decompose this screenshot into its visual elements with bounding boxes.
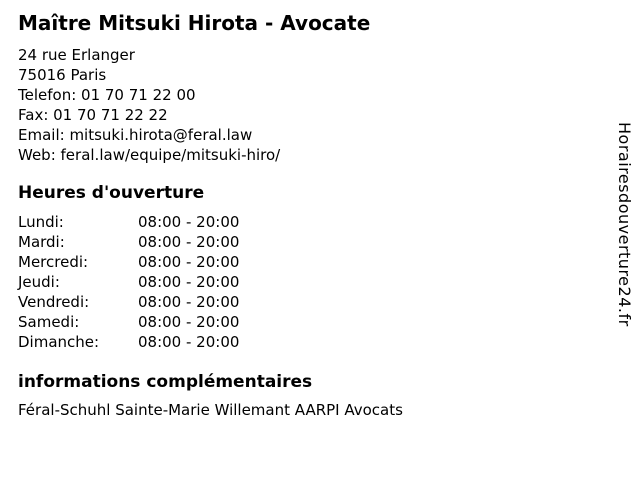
phone-line: Telefon: 01 70 71 22 00 <box>18 86 196 104</box>
opening-hours-table <box>18 212 239 352</box>
firm-name-text: Féral-Schuhl Sainte-Marie Willemant AARPI Avocats <box>18 401 403 419</box>
day-label: Mercredi: <box>18 253 89 271</box>
day-label: Jeudi: <box>18 273 60 291</box>
additional-info-heading: informations complémentaires <box>18 372 313 392</box>
hours-row-friday <box>18 292 239 312</box>
day-hours: 08:00 - 20:00 <box>138 273 240 291</box>
day-label: Mardi: <box>18 233 65 251</box>
page-title: Maître Mitsuki Hirota - Avocate <box>18 11 371 35</box>
day-hours: 08:00 - 20:00 <box>138 333 240 351</box>
day-hours: 08:00 - 20:00 <box>138 213 240 231</box>
email-line: Email: mitsuki.hirota@feral.law <box>18 126 253 144</box>
hours-row-thursday <box>18 272 239 292</box>
hours-row-sunday <box>18 332 239 352</box>
day-label: Vendredi: <box>18 293 90 311</box>
hours-row-tuesday <box>18 232 239 252</box>
day-hours: 08:00 - 20:00 <box>138 253 240 271</box>
day-hours: 08:00 - 20:00 <box>138 233 240 251</box>
address-line-street: 24 rue Erlanger <box>18 46 135 64</box>
day-label: Samedi: <box>18 313 80 331</box>
fax-line: Fax: 01 70 71 22 22 <box>18 106 168 124</box>
brand-watermark-vertical: Horairesdouverture24.fr <box>615 122 634 327</box>
day-label: Dimanche: <box>18 333 100 351</box>
hours-row-saturday <box>18 312 239 332</box>
day-label: Lundi: <box>18 213 64 231</box>
day-hours: 08:00 - 20:00 <box>138 313 240 331</box>
opening-hours-heading: Heures d'ouverture <box>18 183 205 203</box>
website-line: Web: feral.law/equipe/mitsuki-hiro/ <box>18 146 281 164</box>
day-hours: 08:00 - 20:00 <box>138 293 240 311</box>
hours-row-wednesday <box>18 252 239 272</box>
hours-row-monday <box>18 212 239 232</box>
contact-info <box>18 45 280 165</box>
address-line-city: 75016 Paris <box>18 66 107 84</box>
